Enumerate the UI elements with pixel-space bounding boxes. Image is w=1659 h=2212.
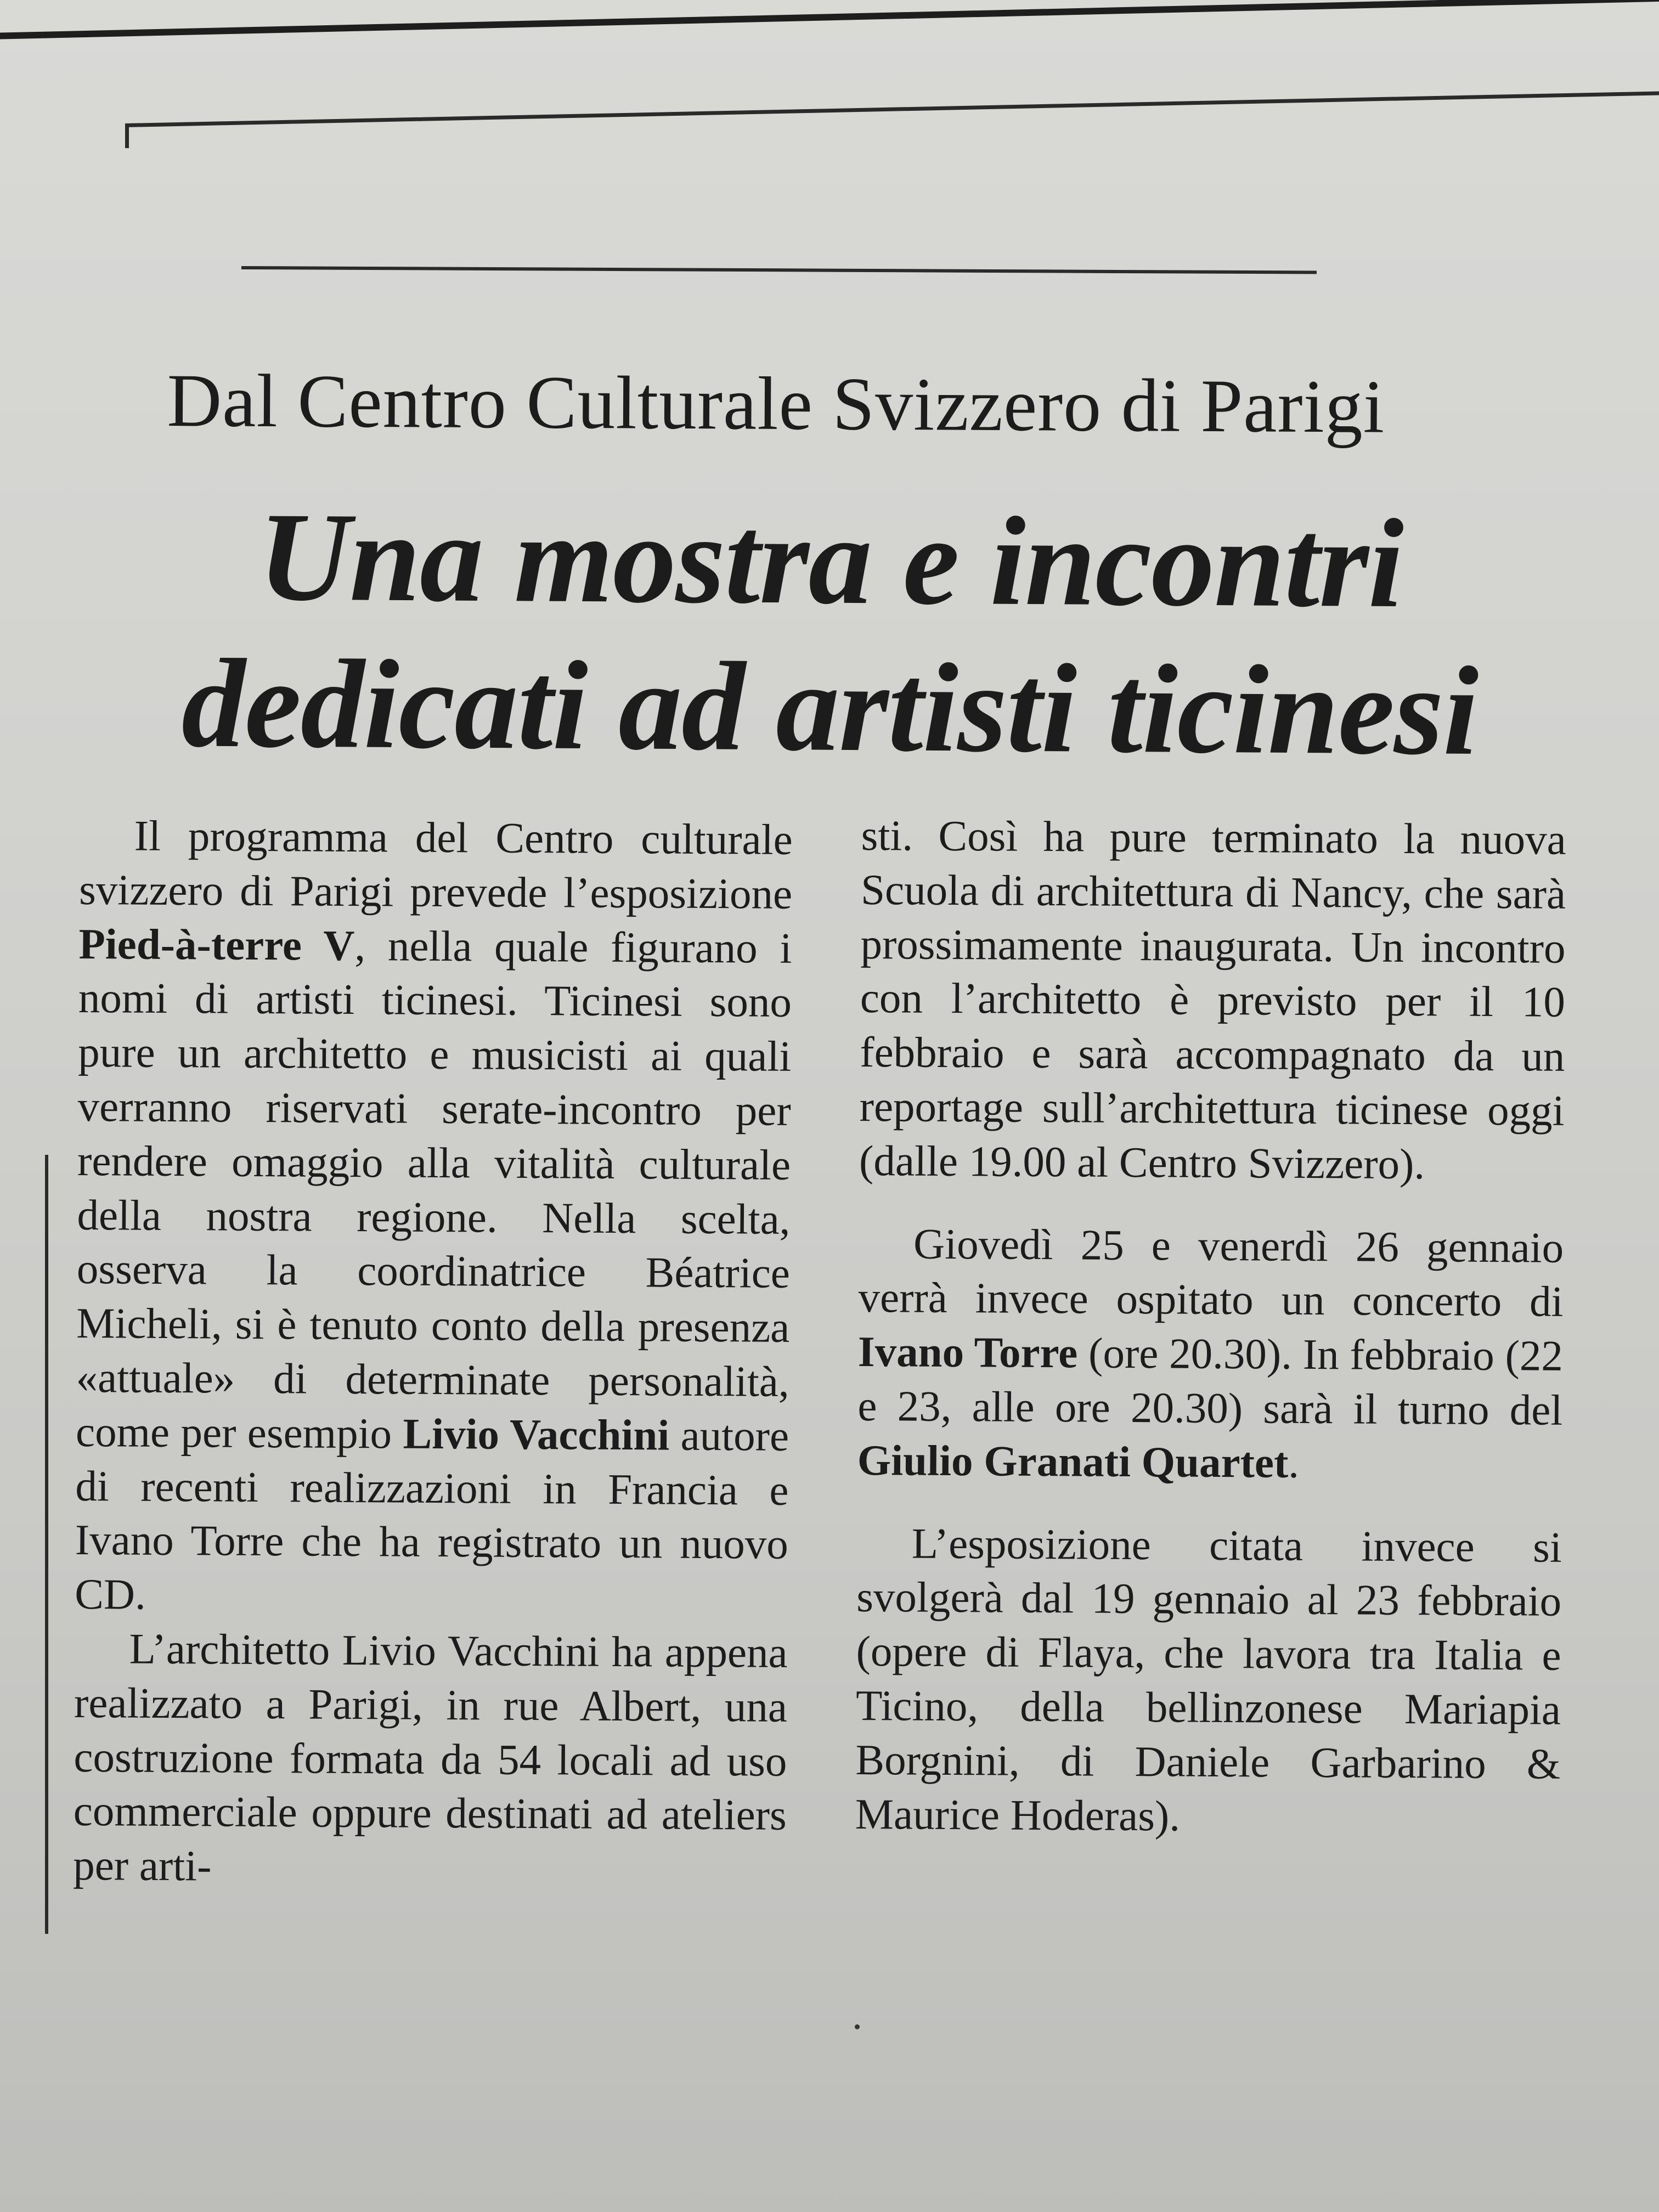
paragraph-1-text-c: autore di recenti realizzazioni in Francia e Ivano Torre che ha registrato un nuovo CD. <box>74 1412 789 1619</box>
article-frame-top-rule <box>125 91 1659 127</box>
musician-name: Ivano Torre <box>857 1328 1078 1378</box>
quartet-name: Giulio Granati Quartet <box>857 1436 1289 1487</box>
right-column <box>855 809 1566 1846</box>
exhibition-name: Pied-à-terre V <box>78 920 355 970</box>
headline-line-1: Una mostra e incontri <box>258 486 1404 635</box>
paper-speck <box>855 2024 860 2029</box>
title-separator-rule <box>241 266 1317 274</box>
paragraph-3 <box>857 1217 1564 1493</box>
article-headline <box>133 483 1528 786</box>
paragraph-1-text-a: Il programma del Centro culturale svizzero di Parigi prevede l’esposizione <box>78 812 793 918</box>
architect-name: Livio Vacchini <box>403 1410 670 1460</box>
article-frame-corner <box>125 123 129 148</box>
paragraph-1-text-b: , nella quale figurano i nomi di artisti ticinesi. Ticinesi sono pure un architetto e musicisti ai quali verranno riservati serate-incontro per rendere omaggio alla vitalità culturale della nostra regione. Nella scelta, osserva la coordinatrice Béatrice Micheli, si è tenuto conto della presenza «attuale» di determinate personalità, come per esempio <box>75 922 792 1458</box>
paragraph-3-text-a: Giovedì 25 e venerdì 26 gennaio verrà invece ospitato un concerto di <box>858 1220 1564 1327</box>
left-column <box>73 809 793 1898</box>
paragraph-2-continuation: sti. Così ha pure terminato la nuova Scuola di architettura di Nancy, che sarà prossimamente inaugurata. Un incontro con l’architetto è previsto per il 10 febbraio e sarà accompagnato da un reportage sull’architettura ticinese oggi (dalle 19.00 al Centro Svizzero). <box>859 811 1566 1189</box>
page-top-rule <box>0 0 1659 40</box>
paragraph-4: L’esposizione citata invece si svolgerà dal 19 gennaio al 23 febbraio (opere di Flaya, che lavora tra Italia e Ticino, della bellinzonese Mariapia Borgnini, di Daniele Garbarino & Maurice Hoderas). <box>855 1520 1562 1841</box>
paragraph-3-text-b: (ore 20.30). In febbraio (22 e 23, alle ore 20.30) sarà il turno del <box>857 1329 1564 1435</box>
paragraph-2: L’architetto Livio Vacchini ha appena realizzato a Parigi, in rue Albert, una costruzione formata da 54 locali ad uso commerciale oppure destinati ad ateliers per arti- <box>72 1625 788 1891</box>
paragraph-1 <box>75 809 793 1627</box>
article-frame-left-rule <box>45 1155 48 1934</box>
article-kicker: Dal Centro Culturale Svizzero di Parigi <box>167 358 1385 449</box>
paragraph-3-text-c: . <box>1288 1439 1300 1487</box>
headline-line-2: dedicati ad artisti ticinesi <box>181 633 1479 782</box>
